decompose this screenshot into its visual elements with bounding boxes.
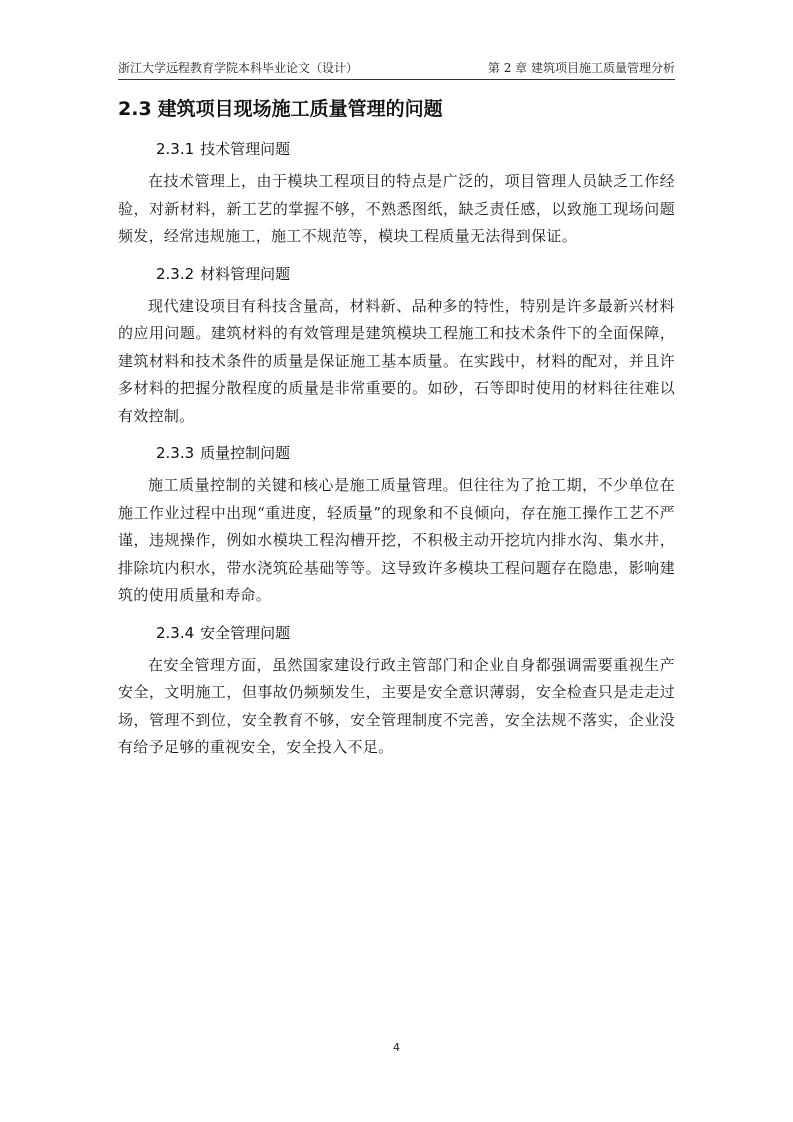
subsection-number: 2.3.1 xyxy=(156,140,195,158)
subsection-title-material xyxy=(156,261,675,287)
paragraph-material: 现代建设项目有科技含量高，材料新、品种多的特性，特别是许多最新兴材料的应用问题。建筑材料的有效管理是建筑模块工程施工和技术条件下的全面保障，建筑材料和技术条件的质量是保证施工基本质量。在实践中，材料的配对，并且许多材料的把握分散程度的质量是非常重要的。如砂，石等即时使用的材料往往难以有效控制。 xyxy=(118,296,675,425)
subsection-title-text: 质量控制问题 xyxy=(200,444,291,462)
subsection-title-text: 材料管理问题 xyxy=(200,264,291,283)
header-divider xyxy=(118,79,675,80)
document-body xyxy=(118,92,675,768)
subsection-title-technical xyxy=(156,136,675,162)
subsection-title-text: 技术管理问题 xyxy=(200,140,291,158)
paragraph-technical: 在技术管理上，由于模块工程项目的特点是广泛的，项目管理人员缺乏工作经验，对新材料，新工艺的掌握不够，不熟悉图纸，缺乏责任感，以致施工现场问题频发，经常违规施工，施工不规范等，模块工程质量无法得到保证。 xyxy=(118,172,675,245)
header-thesis-title: 浙江大学远程教育学院本科毕业论文（设计） xyxy=(118,61,359,75)
page-header xyxy=(118,54,675,78)
section-title-text: 建筑项目现场施工质量管理的问题 xyxy=(157,98,443,120)
section-title xyxy=(118,92,675,126)
subsection-number: 2.3.2 xyxy=(156,264,195,283)
subsection-number: 2.3.4 xyxy=(156,623,195,642)
subsection-title-quality xyxy=(156,440,675,466)
subsection-title-safety xyxy=(156,620,675,646)
paragraph-safety: 在安全管理方面，虽然国家建设行政主管部门和企业自身都强调需要重视生产安全，文明施工，但事故仍频频发生，主要是安全意识薄弱，安全检查只是走走过场，管理不到位，安全教育不够，安全管理制度不完善，安全法规不落实，企业没有给予足够的重视安全，安全投入不足。 xyxy=(118,655,675,756)
header-chapter-title: 第 2 章 建筑项目施工质量管理分析 xyxy=(487,61,675,75)
page-number: 4 xyxy=(393,1041,400,1054)
section-number: 2.3 xyxy=(118,98,152,120)
subsection-title-text: 安全管理问题 xyxy=(200,623,291,642)
subsection-number: 2.3.3 xyxy=(156,444,195,462)
paragraph-quality: 施工质量控制的关键和核心是施工质量管理。但往往为了抢工期，不少单位在施工作业过程中出现“重进度，轻质量”的现象和不良倾向，存在施工操作工艺不严谨，违规操作，例如水模块工程沟槽开挖，不积极主动开挖坑内排水沟、集水井，排除坑内积水，带水浇筑砼基础等等。这导致许多模块工程问题存在隐患，影响建筑的使用质量和寿命。 xyxy=(118,476,675,604)
